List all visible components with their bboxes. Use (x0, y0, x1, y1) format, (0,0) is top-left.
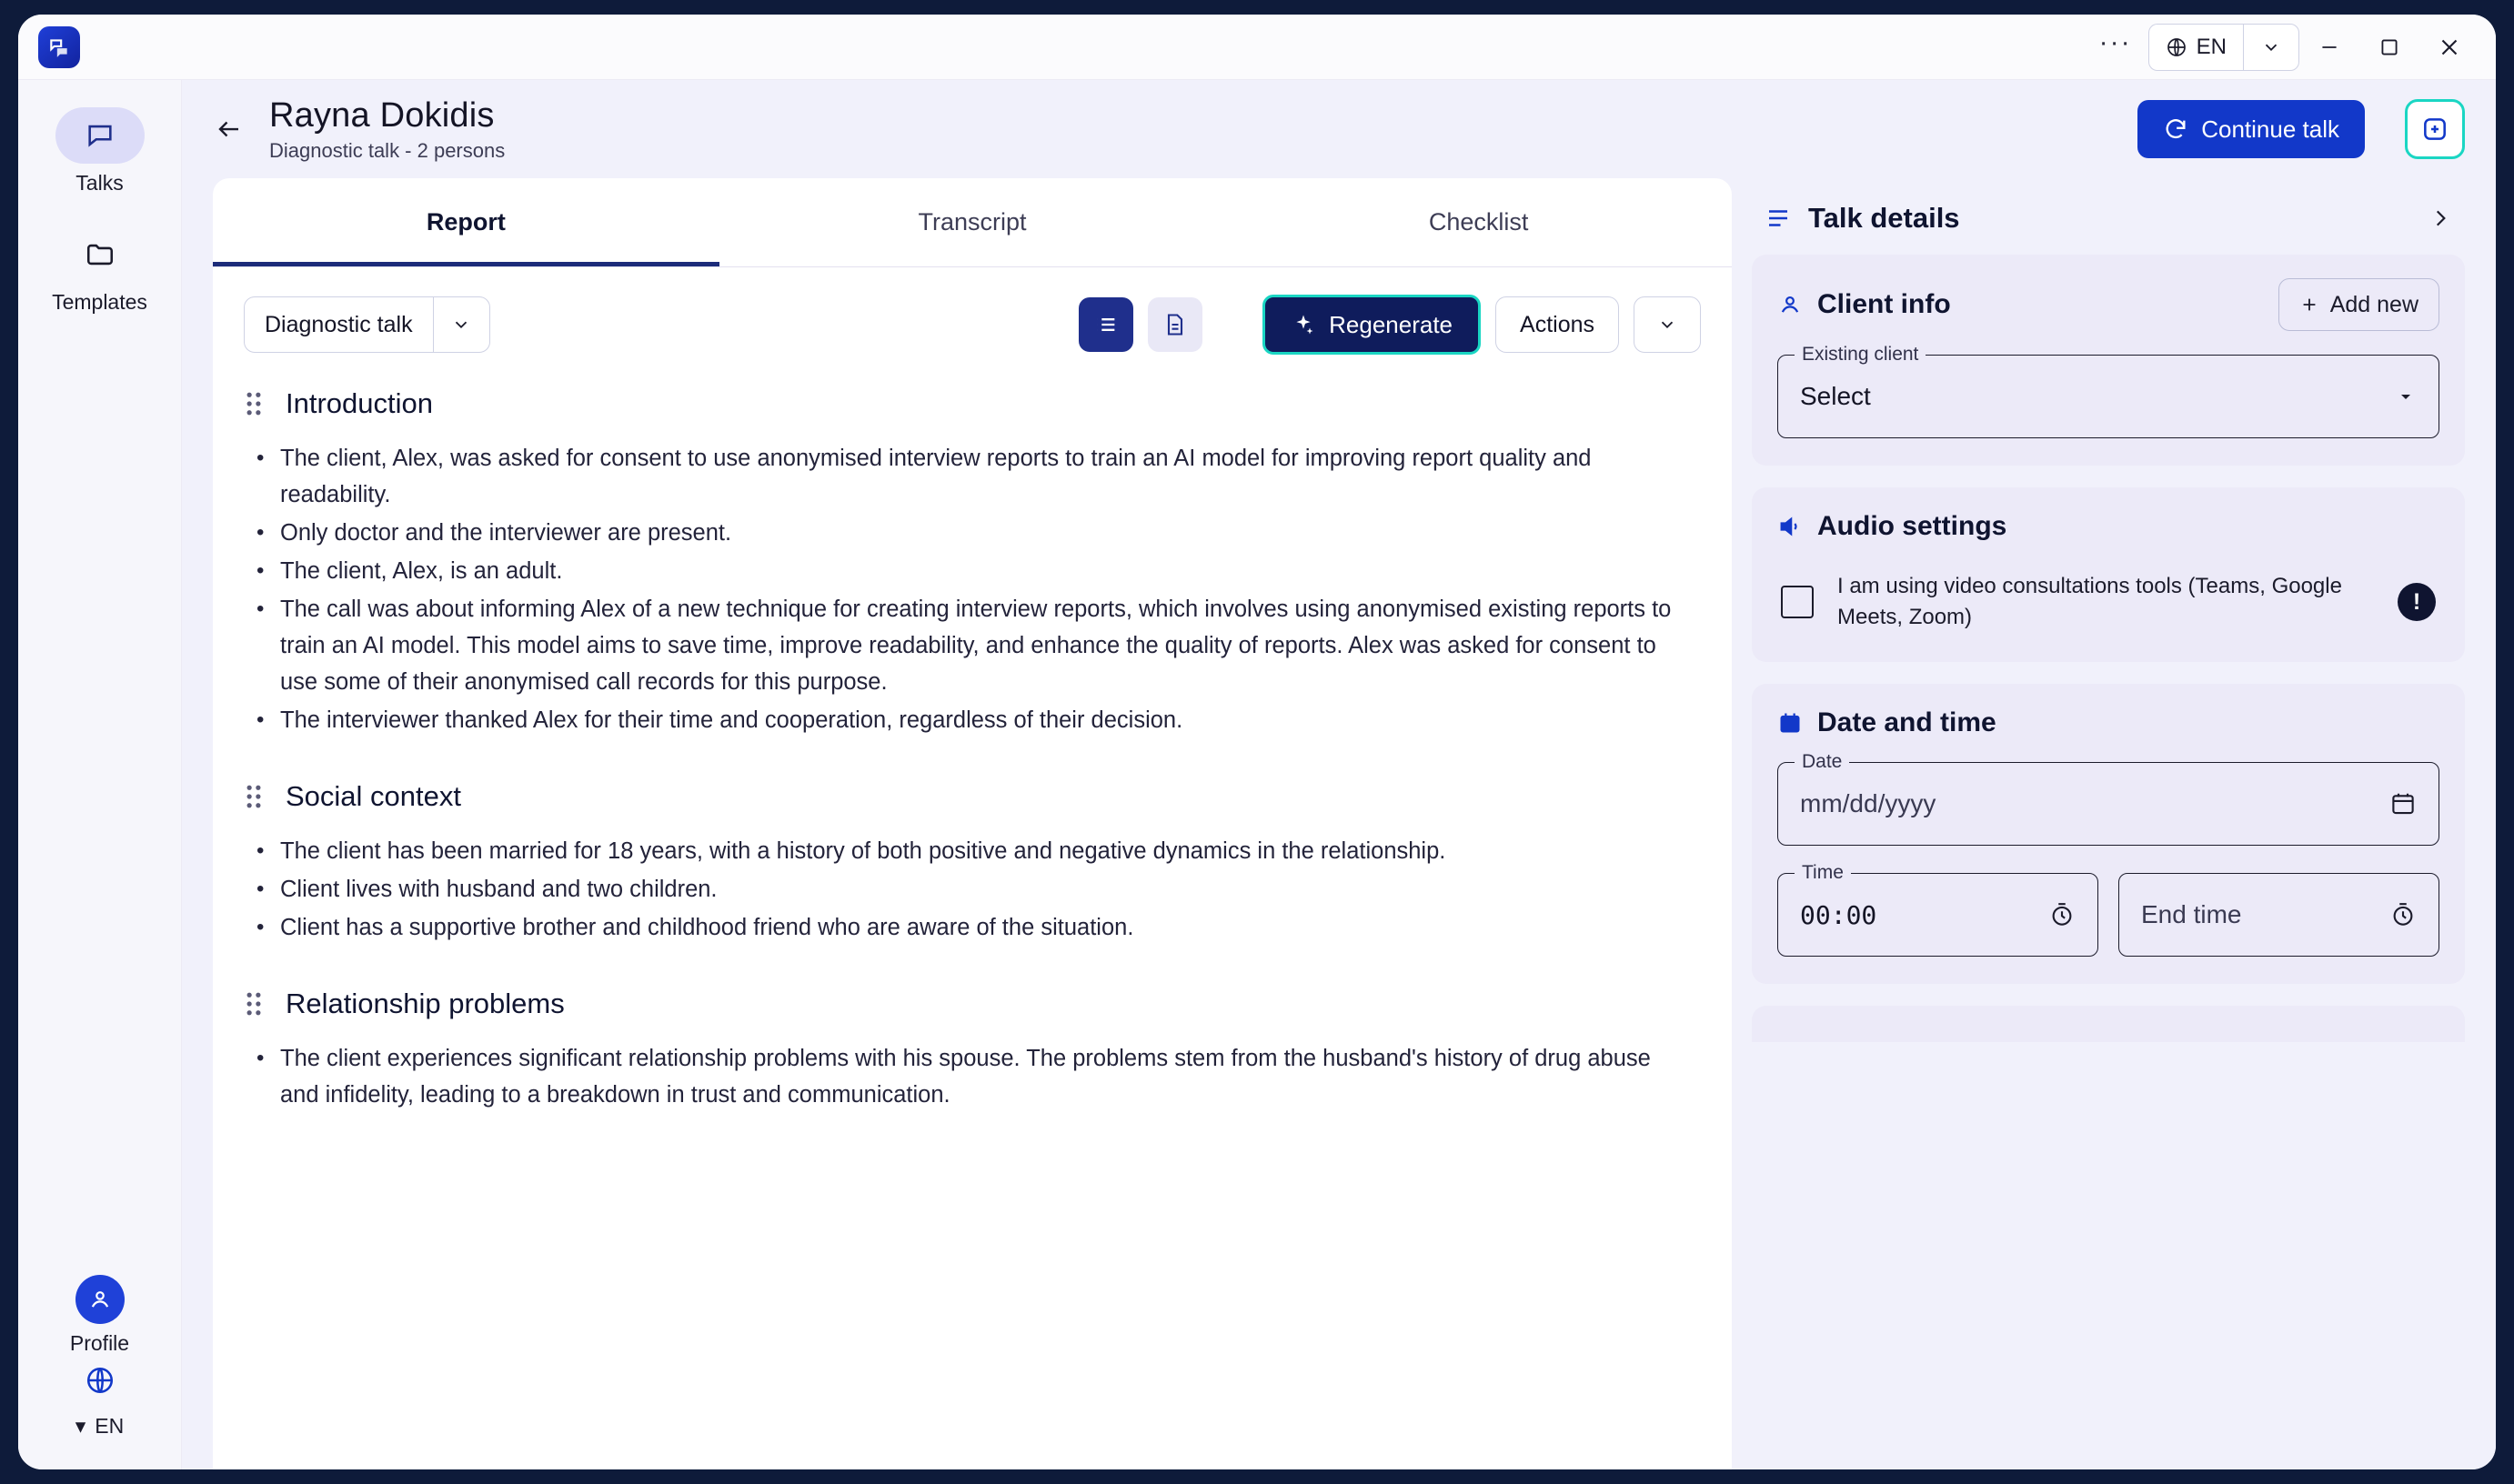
existing-client-legend: Existing client (1795, 344, 1926, 366)
existing-client-value: Select (1800, 382, 1871, 410)
more-options-button[interactable]: ··· (2098, 26, 2132, 57)
main-area (182, 80, 2496, 1469)
clock-icon[interactable] (2389, 901, 2417, 928)
template-select[interactable] (244, 296, 490, 353)
report-section (244, 387, 1690, 738)
refresh-icon (2163, 116, 2188, 142)
app-window (18, 15, 2496, 1469)
report-panel (213, 178, 1732, 1469)
tab-transcript[interactable]: Transcript (918, 208, 1027, 236)
sidebar-item-talks[interactable] (36, 107, 164, 196)
avatar[interactable] (75, 1275, 125, 1324)
globe-icon (2166, 36, 2187, 58)
title-bar (18, 15, 2496, 80)
list-item: • The client has been married for 18 years, with a history of both positive and negative dynamics in the relationship. (256, 833, 1690, 869)
date-field[interactable] (1777, 751, 2439, 846)
video-tools-label: I am using video consultations tools (Teams, Google Meets, Zoom) (1837, 574, 2342, 629)
page-subtitle: Diagnostic talk - 2 persons (269, 138, 506, 162)
app-logo-icon[interactable] (38, 26, 80, 68)
tab-bar (213, 178, 1732, 267)
regenerate-button[interactable] (1262, 295, 1481, 355)
drag-handle-icon[interactable] (244, 392, 267, 416)
language-dropdown-button[interactable] (2243, 24, 2299, 71)
profile-label: Profile (69, 1331, 130, 1355)
list-item: • The client experiences significant relationship problems with his spouse. The problems stem from the husband's history of drug abuse and infidelity, leading to a breakdown in trust and communication. (256, 1040, 1690, 1113)
sidebar-rail (18, 80, 182, 1469)
calendar-picker-icon[interactable] (2389, 790, 2417, 817)
window-maximize-button[interactable] (2359, 24, 2419, 71)
document-view-icon[interactable] (1148, 297, 1202, 352)
list-item: • Client has a supportive brother and childhood friend who are aware of the situation. (256, 909, 1690, 946)
list-item: • The call was about informing Alex of a new technique for creating interview reports, which involves using anonymised existing reports to train an AI model. This model aims to save time, improve readability, and enhance the quality of reports. Alex was asked for consent to use some of their anonymised call records for this purpose. (256, 591, 1690, 700)
list-item: • Client lives with husband and two children. (256, 871, 1690, 907)
person-icon (1777, 292, 1803, 317)
section-title: Relationship problems (286, 988, 565, 1019)
existing-client-select[interactable] (1777, 344, 2439, 438)
regenerate-label: Regenerate (1329, 310, 1453, 338)
tab-checklist[interactable]: Checklist (1428, 208, 1529, 236)
actions-button[interactable]: Actions (1495, 296, 1619, 353)
date-and-time-card (1752, 684, 2465, 984)
language-label: EN (2196, 34, 2227, 59)
report-section (244, 780, 1690, 946)
drag-handle-icon[interactable] (244, 785, 267, 808)
section-bullets (244, 1040, 1690, 1113)
page-header (182, 80, 2496, 178)
report-toolbar (213, 267, 1732, 371)
start-time-value: 00:00 (1800, 899, 1877, 930)
client-info-card (1752, 255, 2465, 466)
language-selector[interactable] (2148, 24, 2243, 71)
section-title: Introduction (286, 387, 433, 419)
audio-settings-card (1752, 487, 2465, 662)
speaker-icon (1777, 514, 1803, 539)
actions-dropdown-button[interactable] (1634, 296, 1701, 353)
sidebar-item-templates[interactable] (36, 226, 164, 315)
list-details-icon (1765, 205, 1792, 232)
window-close-button[interactable] (2419, 24, 2479, 71)
rail-language-label: EN (95, 1414, 125, 1438)
page-title: Rayna Dokidis (269, 95, 495, 135)
calendar-icon (1777, 710, 1803, 736)
template-select-label: Diagnostic talk (265, 311, 413, 337)
continue-talk-label: Continue talk (2201, 115, 2339, 143)
talk-details-header[interactable] (1752, 178, 2465, 255)
window-minimize-button[interactable] (2299, 24, 2359, 71)
sidebar-item-talks-label: Talks (75, 171, 124, 195)
sidebar-item-templates-label: Templates (52, 290, 147, 314)
sparkle-plus-icon (2420, 115, 2449, 144)
client-info-title: Client info (1817, 289, 1951, 319)
globe-icon[interactable] (55, 1356, 145, 1405)
back-arrow-icon[interactable] (213, 115, 249, 143)
talk-details-title: Talk details (1808, 202, 1960, 234)
section-bullets (244, 440, 1690, 738)
date-legend: Date (1795, 751, 1849, 773)
next-card-stub (1752, 1006, 2465, 1042)
add-new-client-button[interactable] (2278, 278, 2439, 331)
time-legend: Time (1795, 862, 1851, 884)
end-time-value: End time (2141, 900, 2242, 928)
chevron-down-icon: ▾ (75, 1414, 86, 1438)
list-view-icon[interactable] (1079, 297, 1133, 352)
video-tools-checkbox[interactable] (1781, 586, 1814, 618)
chevron-down-icon[interactable] (2395, 386, 2417, 407)
report-section (244, 988, 1690, 1113)
date-and-time-title: Date and time (1817, 707, 1996, 737)
sparkle-icon (1291, 312, 1316, 337)
rail-language-selector[interactable] (75, 1414, 125, 1439)
audio-settings-title: Audio settings (1817, 511, 2007, 541)
chevron-down-icon[interactable] (433, 297, 489, 352)
add-new-label: Add new (2329, 291, 2418, 317)
end-time-field[interactable] (2118, 873, 2439, 957)
plus-icon (2299, 295, 2319, 315)
report-content (213, 371, 1732, 1469)
chat-icon (55, 107, 145, 164)
folder-icon (55, 226, 145, 283)
list-item: • The client, Alex, is an adult. (256, 553, 1690, 589)
drag-handle-icon[interactable] (244, 992, 267, 1016)
info-icon[interactable]: ! (2398, 583, 2436, 621)
start-time-field[interactable] (1777, 862, 2098, 957)
talk-details-panel (1752, 178, 2479, 1469)
section-title: Social context (286, 780, 461, 812)
tab-report[interactable]: Report (213, 178, 719, 266)
list-item: • Only doctor and the interviewer are present. (256, 515, 1690, 551)
clock-icon[interactable] (2048, 901, 2076, 928)
list-item: • The interviewer thanked Alex for their time and cooperation, regardless of their decision. (256, 702, 1690, 738)
chevron-right-icon[interactable] (2429, 206, 2452, 230)
list-item: • The client, Alex, was asked for consent to use anonymised interview reports to train an AI model for improving report quality and readability. (256, 440, 1690, 513)
date-value: mm/dd/yyyy (1800, 789, 1936, 817)
continue-talk-button[interactable] (2137, 100, 2365, 158)
new-talk-sparkle-button[interactable] (2405, 99, 2465, 159)
section-bullets (244, 833, 1690, 946)
